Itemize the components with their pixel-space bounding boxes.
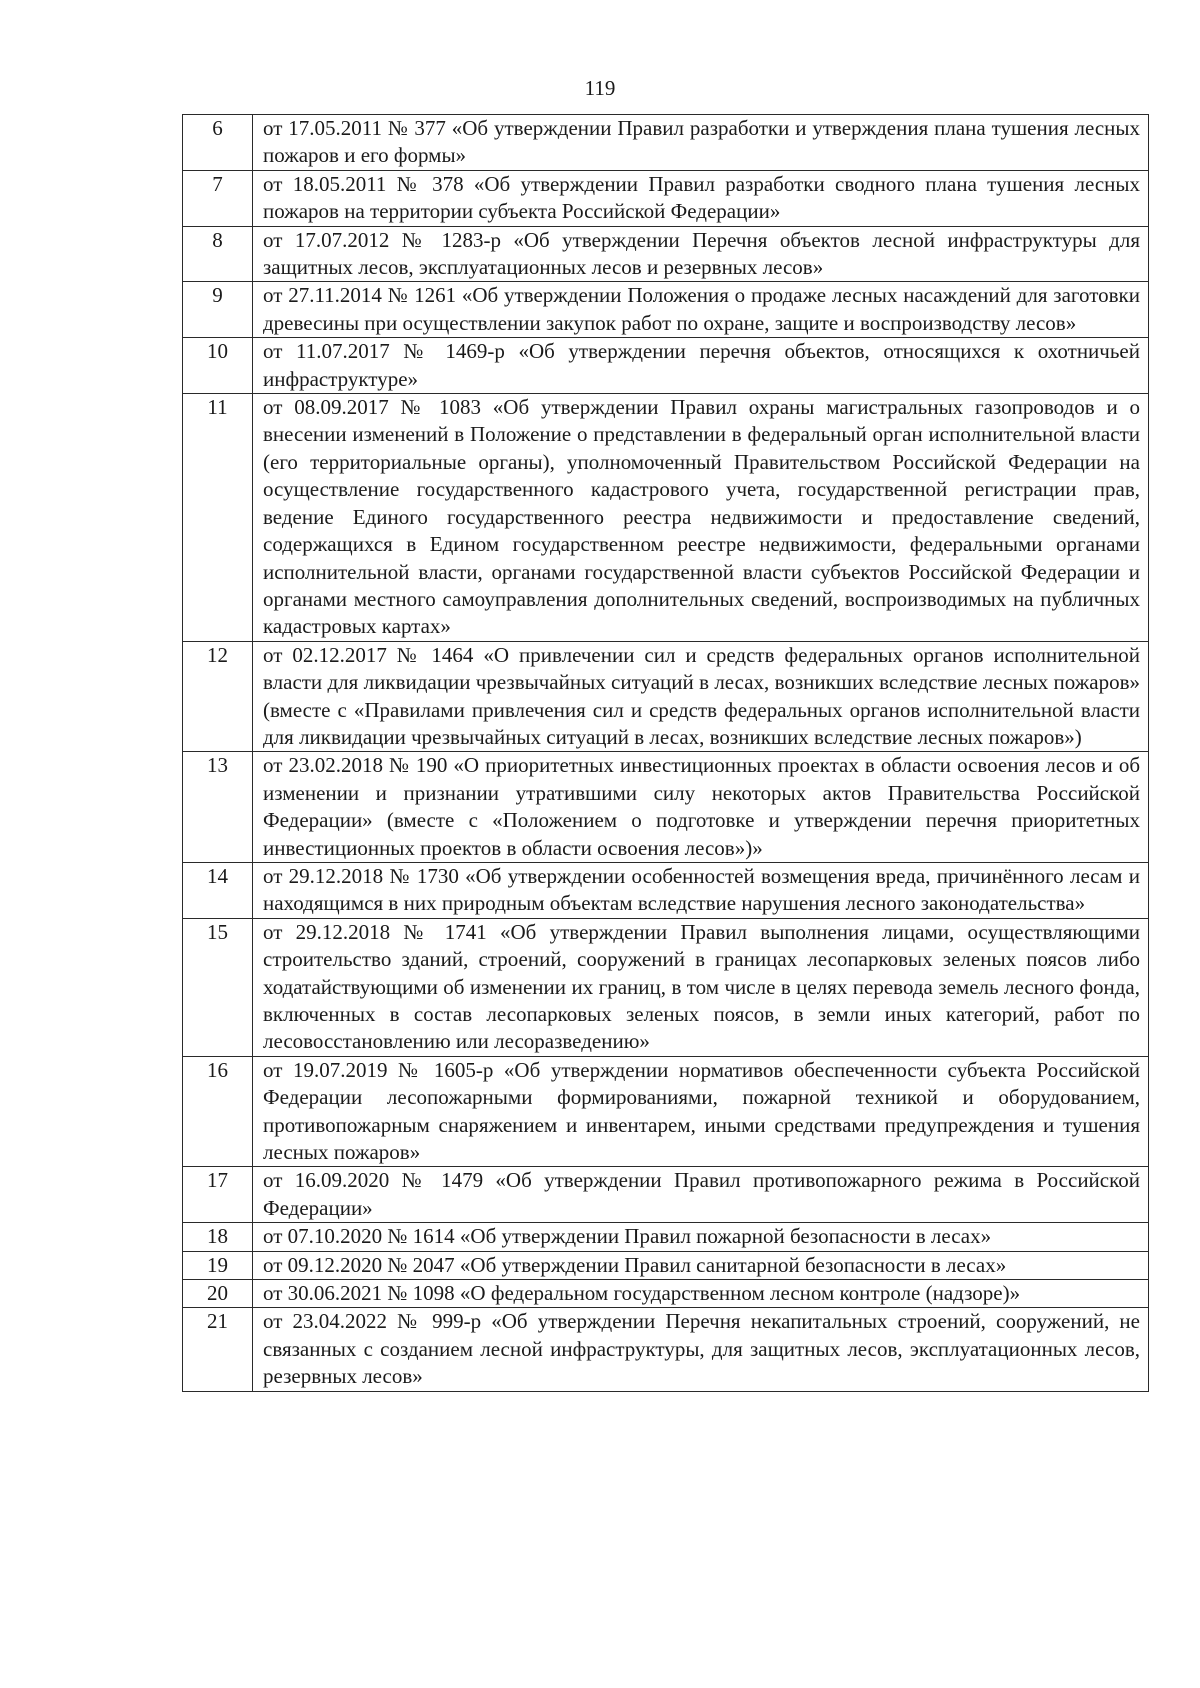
table-row bbox=[183, 282, 1149, 338]
row-number: 13 bbox=[183, 752, 253, 863]
table-body bbox=[183, 115, 1149, 1392]
table-row bbox=[183, 115, 1149, 171]
table-row bbox=[183, 338, 1149, 394]
page-number: 119 bbox=[584, 76, 616, 100]
row-number: 7 bbox=[183, 170, 253, 226]
row-number: 15 bbox=[183, 918, 253, 1056]
table-row bbox=[183, 1167, 1149, 1223]
row-text: от 18.05.2011 № 378 «Об утверждении Правил разработки сводного плана тушения лесных пожаров на территории субъекта Российской Федерации» bbox=[253, 170, 1149, 226]
row-text: от 17.05.2011 № 377 «Об утверждении Правил разработки и утверждения плана тушения лесных пожаров и его формы» bbox=[253, 115, 1149, 171]
row-text: от 30.06.2021 № 1098 «О федеральном государственном лесном контроле (надзоре)» bbox=[253, 1280, 1149, 1308]
row-text: от 23.04.2022 № 999-р «Об утверждении Перечня некапитальных строений, сооружений, не связанных с созданием лесной инфраструктуры, для защитных лесов, эксплуатационных лесов, резервных лесов» bbox=[253, 1308, 1149, 1391]
row-number: 21 bbox=[183, 1308, 253, 1391]
row-text: от 02.12.2017 № 1464 «О привлечении сил и средств федеральных органов исполнительной власти для ликвидации чрезвычайных ситуаций в лесах, возникших вследствие лесных пожаров» (вместе с «Правилами привлечения сил и средств федеральных органов исполнительной власти для ликвидации чрезвычайных ситуаций в лесах, возникших вследствие лесных пожаров») bbox=[253, 641, 1149, 752]
row-text: от 16.09.2020 № 1479 «Об утверждении Правил противопожарного режима в Российской Федерации» bbox=[253, 1167, 1149, 1223]
table-row bbox=[183, 394, 1149, 642]
row-number: 10 bbox=[183, 338, 253, 394]
row-number: 19 bbox=[183, 1251, 253, 1279]
row-number: 16 bbox=[183, 1056, 253, 1167]
row-text: от 27.11.2014 № 1261 «Об утверждении Положения о продаже лесных насаждений для заготовки древесины при осуществлении закупок работ по охране, защите и воспроизводству лесов» bbox=[253, 282, 1149, 338]
table-row bbox=[183, 1251, 1149, 1279]
row-number: 9 bbox=[183, 282, 253, 338]
row-text: от 23.02.2018 № 190 «О приоритетных инвестиционных проектах в области освоения лесов и об изменении и признании утратившими силу некоторых актов Правительства Российской Федерации» (вместе с «Положением о подготовке и утверждении перечня приоритетных инвестиционных проектов в области освоения лесов»)» bbox=[253, 752, 1149, 863]
table-row bbox=[183, 752, 1149, 863]
table-row bbox=[183, 641, 1149, 752]
table-row bbox=[183, 862, 1149, 918]
row-number: 17 bbox=[183, 1167, 253, 1223]
row-number: 8 bbox=[183, 226, 253, 282]
table-row bbox=[183, 1056, 1149, 1167]
row-text: от 29.12.2018 № 1741 «Об утверждении Правил выполнения лицами, осуществляющими строительство зданий, строений, сооружений в границах лесопарковых зеленых поясов либо ходатайствующими об изменении их границ, в том числе в целях перевода земель лесного фонда, включенных в состав лесопарковых зеленых поясов, в земли иных категорий, работ по лесовосстановлению или лесоразведению» bbox=[253, 918, 1149, 1056]
legal-acts-table bbox=[182, 114, 1149, 1392]
row-number: 12 bbox=[183, 641, 253, 752]
table-row bbox=[183, 918, 1149, 1056]
table-row bbox=[183, 1280, 1149, 1308]
row-text: от 11.07.2017 № 1469-р «Об утверждении перечня объектов, относящихся к охотничьей инфраструктуре» bbox=[253, 338, 1149, 394]
row-text: от 29.12.2018 № 1730 «Об утверждении особенностей возмещения вреда, причинённого лесам и находящимся в них природным объектам вследствие нарушения лесного законодательства» bbox=[253, 862, 1149, 918]
table-row bbox=[183, 1223, 1149, 1251]
table-row bbox=[183, 170, 1149, 226]
row-number: 18 bbox=[183, 1223, 253, 1251]
row-number: 11 bbox=[183, 394, 253, 642]
row-text: от 19.07.2019 № 1605-р «Об утверждении нормативов обеспеченности субъекта Российской Федерации лесопожарными формированиями, пожарной техникой и оборудованием, противопожарным снаряжением и инвентарем, иными средствами предупреждения и тушения лесных пожаров» bbox=[253, 1056, 1149, 1167]
row-text: от 07.10.2020 № 1614 «Об утверждении Правил пожарной безопасности в лесах» bbox=[253, 1223, 1149, 1251]
table-row bbox=[183, 1308, 1149, 1391]
row-text: от 17.07.2012 № 1283-р «Об утверждении Перечня объектов лесной инфраструктуры для защитных лесов, эксплуатационных лесов и резервных лесов» bbox=[253, 226, 1149, 282]
row-number: 6 bbox=[183, 115, 253, 171]
table-row bbox=[183, 226, 1149, 282]
row-text: от 09.12.2020 № 2047 «Об утверждении Правил санитарной безопасности в лесах» bbox=[253, 1251, 1149, 1279]
row-number: 20 bbox=[183, 1280, 253, 1308]
row-number: 14 bbox=[183, 862, 253, 918]
row-text: от 08.09.2017 № 1083 «Об утверждении Правил охраны магистральных газопроводов и о внесении изменений в Положение о представлении в федеральный орган исполнительной власти (его территориальные органы), уполномоченный Правительством Российской Федерации на осуществление государственного кадастрового учета, государственной регистрации прав, ведение Единого государственного реестра недвижимости и предоставление сведений, содержащихся в Едином государственном реестре недвижимости, федеральными органами исполнительной власти, органами государственной власти субъектов Российской Федерации и органами местного самоуправления дополнительных сведений, воспроизводимых на публичных кадастровых картах» bbox=[253, 394, 1149, 642]
